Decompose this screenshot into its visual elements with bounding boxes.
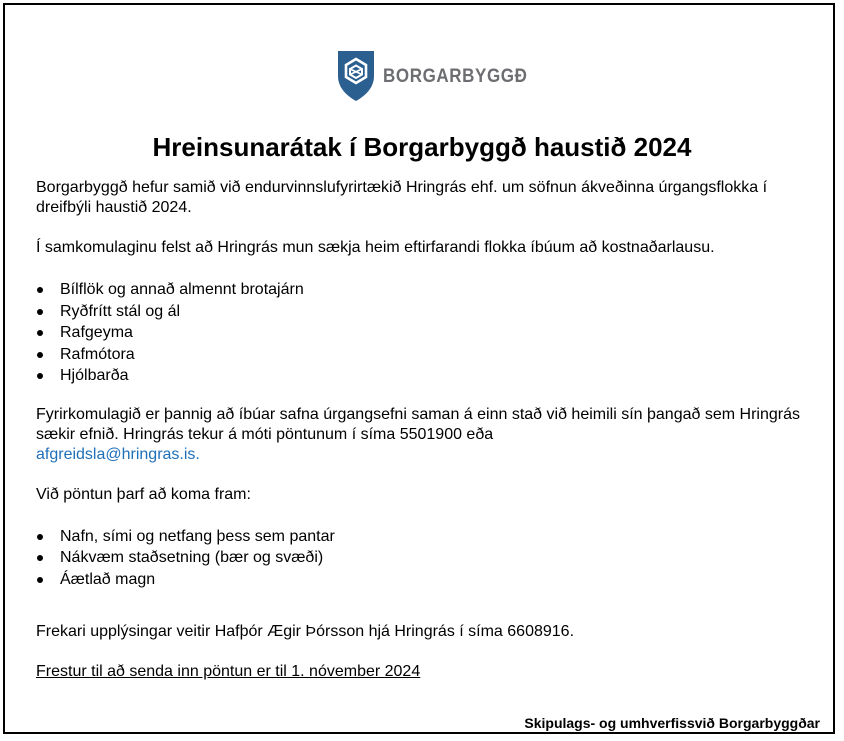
borgarbyggd-shield-icon <box>337 50 375 102</box>
intro-paragraph: Borgarbyggð hefur samið við endurvinnslufyrirtækið Hringrás ehf. um söfnun ákveðinna úrgangsflokka í dreifbýli haustið 2024. <box>36 179 768 216</box>
page-title: Hreinsunarátak í Borgarbyggð haustið 2024 <box>152 132 692 162</box>
list-item: Rafmótora <box>36 344 816 366</box>
logo-text: BORGARBYGGÐ <box>383 64 528 87</box>
arrangement-paragraph <box>36 405 816 465</box>
footer-department: Skipulags- og umhverfissvið Borgarbyggðar <box>520 714 820 732</box>
logo <box>337 50 528 102</box>
list-item: Nákvæm staðsetning (bær og svæði) <box>36 547 816 569</box>
document-body <box>36 178 816 682</box>
deadline-notice: Frestur til að senda inn pöntun er til 1. nóvember 2024 <box>36 663 421 680</box>
category-list <box>36 279 816 387</box>
list-item: Rafgeyma <box>36 322 816 344</box>
email-link[interactable]: afgreidsla@hringras.is. <box>36 445 200 463</box>
order-requirements-list <box>36 526 816 591</box>
list-item: Bílflök og annað almennt brotajárn <box>36 279 816 301</box>
list-item: Áætlað magn <box>36 569 816 591</box>
list-item: Ryðfrítt stál og ál <box>36 301 816 323</box>
order-intro: Við pöntun þarf að koma fram: <box>36 485 251 503</box>
more-info-paragraph: Frekari upplýsingar veitir Hafþór Ægir Þórsson hjá Hringrás í síma 6608916. <box>36 623 575 640</box>
arrangement-text: Fyrirkomulagið er þannig að íbúar safna úrgangsefni saman á einn stað við heimili sín þangað sem Hringrás sækir efnið. Hringrás tekur á móti pöntunum í síma 5501900 eða <box>36 405 800 443</box>
list-item: Nafn, sími og netfang þess sem pantar <box>36 526 816 548</box>
list-item: Hjólbarða <box>36 365 816 387</box>
agreement-paragraph: Í samkomulaginu felst að Hringrás mun sækja heim eftirfarandi flokka íbúum að kostnaðarlausu. <box>36 239 715 256</box>
